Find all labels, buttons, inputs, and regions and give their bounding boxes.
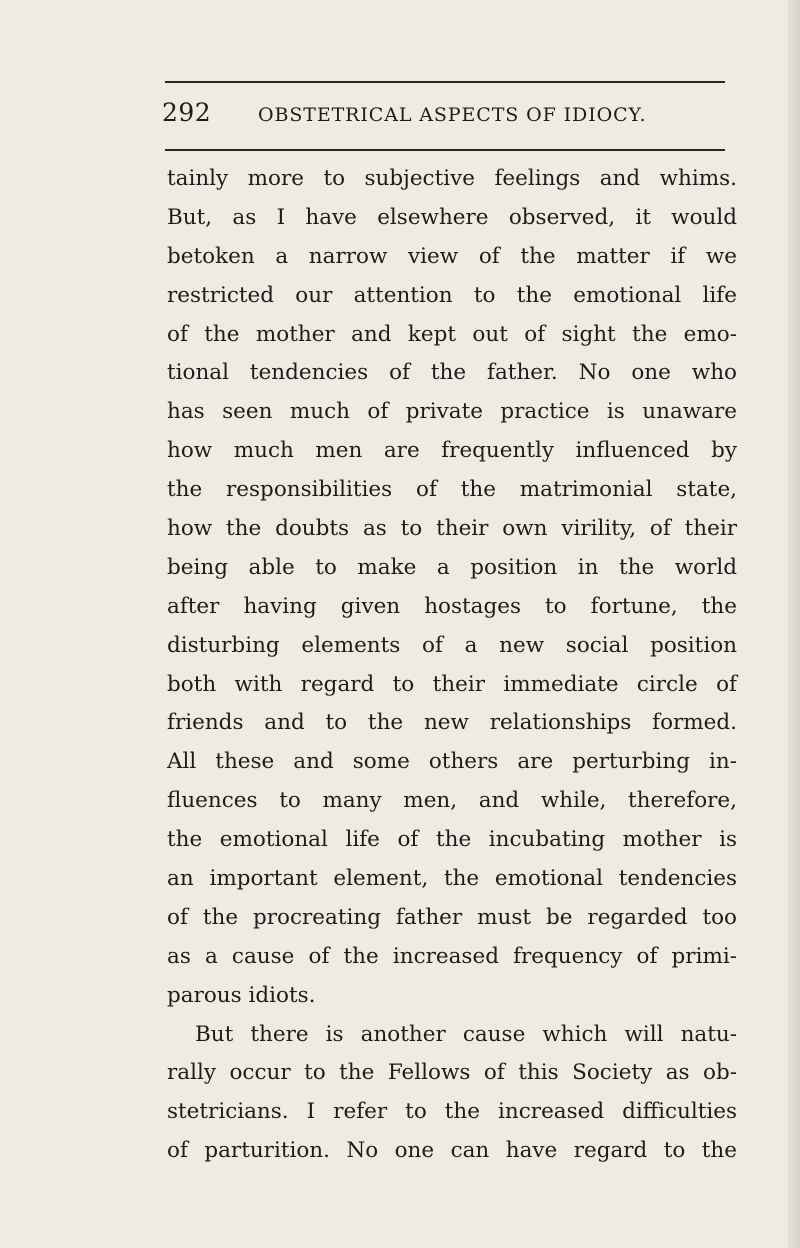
text-line: tional tendencies of the father. No one who [167, 360, 737, 386]
text-line: fluences to many men, and while, therefore, [167, 788, 737, 814]
text-line: tainly more to subjective feelings and whims. [167, 166, 737, 191]
text-line: disturbing elements of a new social position [167, 632, 737, 658]
text-line-paragraph-end: parous idiots. [167, 982, 316, 1008]
text-line: of the mother and kept out of sight the emo- [167, 321, 737, 347]
text-line: both with regard to their immediate circle of [167, 671, 737, 697]
text-line: restricted our attention to the emotional life [167, 282, 737, 308]
text-line: All these and some others are perturbing in- [167, 749, 737, 775]
body-text [167, 160, 737, 1171]
text-line-paragraph-start: But there is another cause which will natu- [195, 1021, 737, 1047]
text-line: as a cause of the increased frequency of primi- [167, 943, 737, 969]
text-line: the responsibilities of the matrimonial state, [167, 477, 737, 503]
header-bottom-rule [165, 149, 725, 151]
text-line: an important element, the emotional tendencies [167, 866, 737, 892]
text-line: has seen much of private practice is unaware [167, 399, 737, 425]
text-line: betoken a narrow view of the matter if we [167, 243, 737, 269]
running-head: OBSTETRICAL ASPECTS OF IDIOCY. [258, 104, 647, 126]
text-line: of parturition. No one can have regard to the [167, 1138, 737, 1164]
text-line: being able to make a position in the world [167, 554, 737, 580]
text-line: But, as I have elsewhere observed, it would [167, 204, 737, 230]
header-top-rule [165, 81, 725, 83]
text-line: how much men are frequently influenced by [167, 438, 737, 464]
text-line: of the procreating father must be regarded too [167, 904, 737, 930]
text-line: rally occur to the Fellows of this Society as ob- [167, 1060, 737, 1086]
page-number: 292 [162, 98, 212, 127]
text-line: stetricians. I refer to the increased difficulties [167, 1099, 737, 1125]
text-line: how the doubts as to their own virility, of their [167, 516, 737, 542]
text-line: after having given hostages to fortune, the [167, 593, 737, 619]
text-line: friends and to the new relationships formed. [167, 710, 737, 736]
page-edge-shadow [788, 0, 800, 1248]
text-line: the emotional life of the incubating mother is [167, 827, 737, 853]
